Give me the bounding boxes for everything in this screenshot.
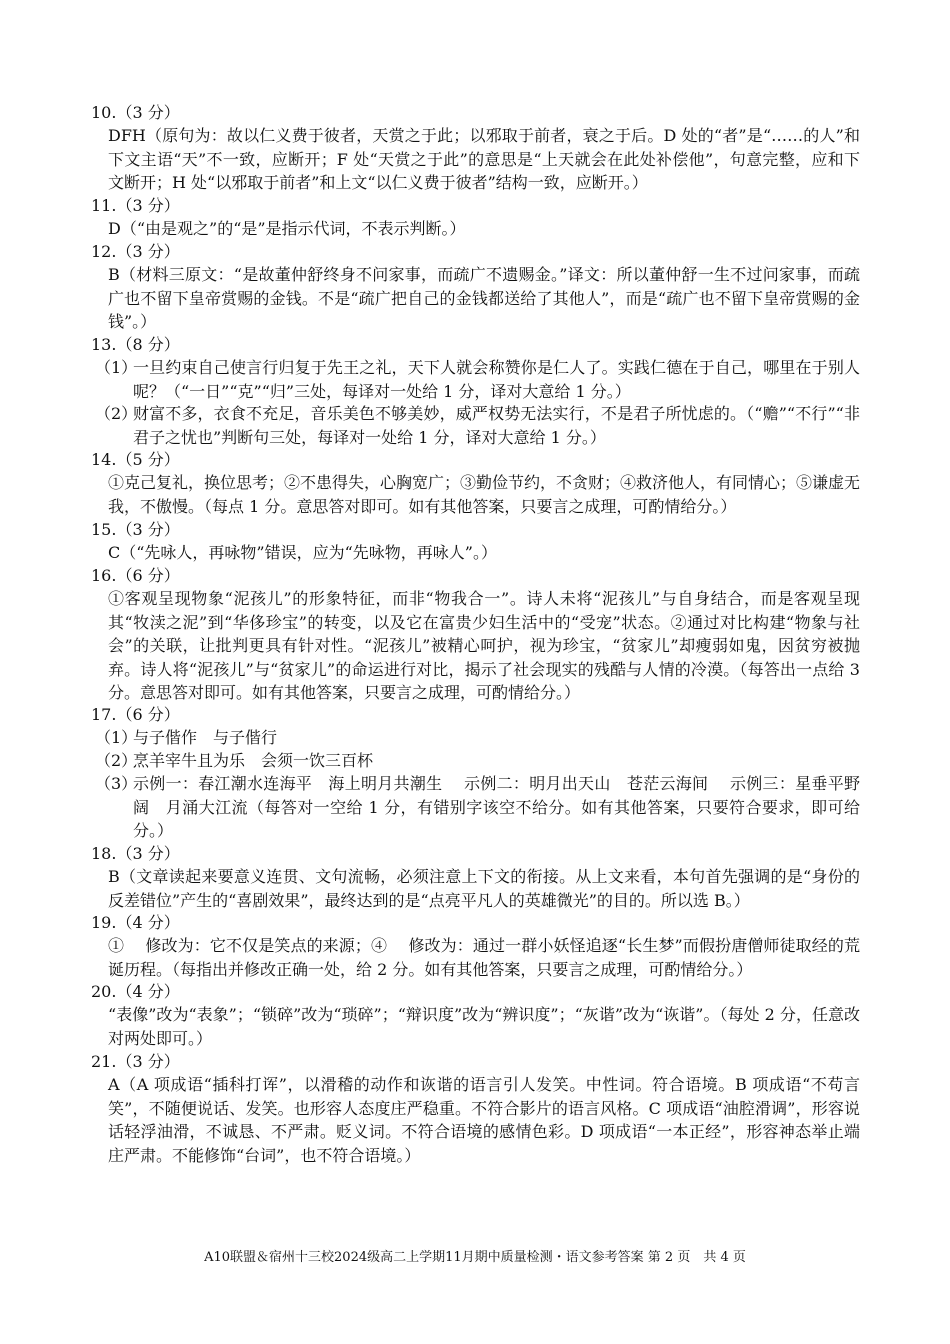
question-number-15: 15.（3 分） xyxy=(91,520,180,539)
answer-text-18: B（文章读起来要意义连贯、文句流畅，必须注意上下文的衔接。从上文来看，本句首先强调的是“身份的反差错位”产生的“喜剧效果”，最终达到的是“点亮平凡人的英雄微光”的目的。所以选 B。） xyxy=(108,867,860,910)
question-number-19: 19.（4 分） xyxy=(91,913,180,932)
answer-text-12: B（材料三原文：“是故董仲舒终身不问家事，而疏广不遗赐金。”译文：所以董仲舒一生不过问家事，而疏广也不留下皇帝赏赐的金钱。不是“疏广把自己的金钱都送给了其他人”，而是“疏广也不留下皇帝赏赐的金钱”。） xyxy=(108,265,860,332)
sub-label-17-1: （1） xyxy=(95,728,138,747)
answer-text-17-2: 烹羊宰牛且为乐 会须一饮三百杯 xyxy=(133,751,374,770)
answer-text-19: ① 修改为：它不仅是笑点的来源；④ 修改为：通过一群小妖怪追逐“长生梦”而假扮唐僧师徒取经的荒诞历程。（每指出并修改正确一处，给 2 分。如有其他答案，只要言之成理，可酌情给分。） xyxy=(108,936,860,979)
question-number-21: 21.（3 分） xyxy=(91,1052,180,1071)
question-number-17: 17.（6 分） xyxy=(91,705,180,724)
question-number-20: 20.（4 分） xyxy=(91,982,180,1001)
page-footer: A10联盟＆宿州十三校2024级高二上学期11月期中质量检测・语文参考答案 第 2 页 共 4 页 xyxy=(204,1250,746,1265)
question-number-11: 11.（3 分） xyxy=(91,196,180,215)
question-number-12: 12.（3 分） xyxy=(91,242,180,261)
sub-label-13-1: （1） xyxy=(95,358,138,377)
answer-text-14: ①克己复礼，换位思考；②不患得失，心胸宽广；③勤俭节约，不贪财；④救济他人，有同情心；⑤谦虚无我，不傲慢。（每点 1 分。意思答对即可。如有其他答案，只要言之成理，可酌情给分。） xyxy=(108,473,861,516)
answer-text-21: A（A 项成语“插科打诨”，以滑稽的动作和诙谐的语言引人发笑。中性词。符合语境。B 项成语“不苟言笑”，不随便说话、发笑。也形容人态度庄严稳重。不符合影片的语言风格。C 项成语“油腔滑调”，形容说话轻浮油滑，不诚恳、不严肃。贬义词。不符合语境的感情色彩。D 项成语“一本正经”，形容神态举止端庄严肃。不能修饰“台词”，也不符合语境。） xyxy=(108,1075,860,1165)
answer-text-13-2: 财富不多，衣食不充足，音乐美色不够美妙，威严权势无法实行，不是君子所忧虑的。（“赡”“不行”“非君子之忧也”判断句三处，每译对一处给 1 分，译对大意给 1 分。） xyxy=(133,404,860,447)
answer-text-17-1: 与子偕作 与子偕行 xyxy=(133,728,278,747)
question-number-18: 18.（3 分） xyxy=(91,844,180,863)
question-number-10: 10.（3 分） xyxy=(91,103,180,122)
answer-text-11: D（“由是观之”的“是”是指示代词，不表示判断。） xyxy=(108,219,466,238)
question-number-16: 16.（6 分） xyxy=(91,566,180,585)
sub-label-13-2: （2） xyxy=(95,404,138,423)
answer-text-13-1: 一旦约束自己使言行归复于先王之礼，天下人就会称赞你是仁人了。实践仁德在于自己，哪里在于别人呢？（“一日”“克”“归”三处，每译对一处给 1 分，译对大意给 1 分。） xyxy=(133,358,860,401)
answer-text-17-3: 示例一：春江潮水连海平 海上明月共潮生 示例二：明月出天山 苍茫云海间 示例三：星垂平野阔 月涌大江流（每答对一空给 1 分，有错别字该空不给分。如有其他答案，只要符合要求，即可给分。） xyxy=(133,774,860,841)
answer-text-20: “表像”改为“表象”；“锁碎”改为“琐碎”；“辩识度”改为“辨识度”；“灰谐”改为“诙谐”。（每处 2 分，任意改对两处即可。） xyxy=(108,1005,860,1048)
answer-text-16: ①客观呈现物象“泥孩儿”的形象特征，而非“物我合一”。诗人未将“泥孩儿”与自身结合，而是客观呈现其“牧渎之泥”到“华侈珍宝”的转变，以及它在富贵少妇生活中的“受宠”状态。②通过对比构建“物象与社会”的关联，让批判更具有针对性。“泥孩儿”被精心呵护，视为珍宝，“贫家儿”却瘦弱如鬼，因贫穷被抛弃。诗人将“泥孩儿”与“贫家儿”的命运进行对比，揭示了社会现实的残酷与人情的冷漠。（每答出一点给 3 分。意思答对即可。如有其他答案，只要言之成理，可酌情给分。） xyxy=(108,589,860,703)
sub-label-17-3: （3） xyxy=(95,774,138,793)
answer-text-10: DFH（原句为：故以仁义费于彼者，天赏之于此；以邪取于前者，衰之于后。D 处的“者”是“……的人”和下文主语“天”不一致，应断开；F 处“天赏之于此”的意思是“上天就会在此处补偿他”，句意完整，应和下文断开；H 处“以邪取于前者”和上文“以仁义费于彼者”结构一致，应断开。） xyxy=(108,126,860,193)
question-number-14: 14.（5 分） xyxy=(91,450,180,469)
answer-text-15: C（“先咏人，再咏物”错误，应为“先咏物，再咏人”。） xyxy=(108,543,497,562)
sub-label-17-2: （2） xyxy=(95,751,138,770)
question-number-13: 13.（8 分） xyxy=(91,335,180,354)
